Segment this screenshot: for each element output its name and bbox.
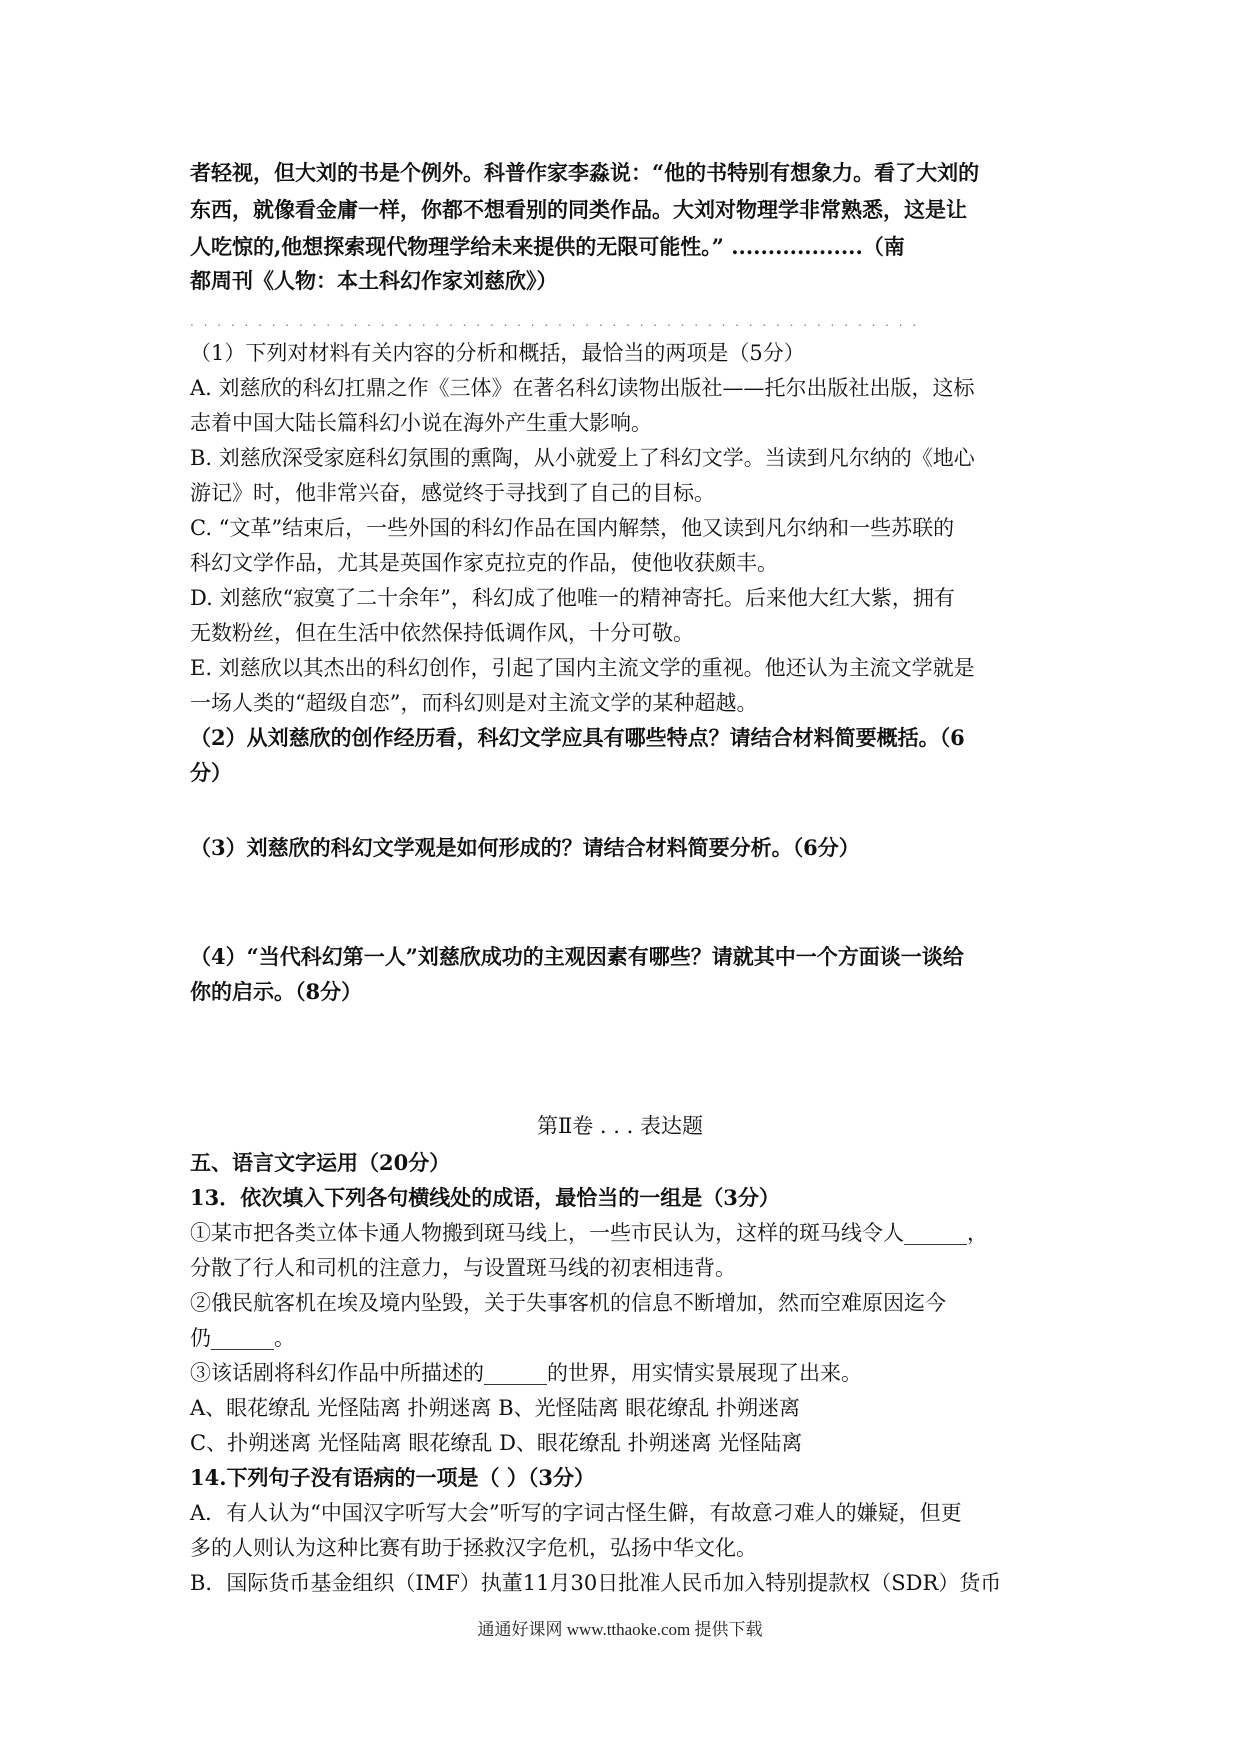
passage-line-3: 人吃惊的,他想探索现代物理学给未来提供的无限可能性。” ..................（南 — [190, 234, 905, 259]
q13-item-2-line1: ②俄民航客机在埃及境内坠毁，关于失事客机的信息不断增加，然而空难原因迄今 — [190, 1291, 946, 1315]
q1-stem: （1）下列对材料有关内容的分析和概括，最恰当的两项是（5分） — [190, 341, 805, 365]
section5-heading: 五、语言文字运用（20分） — [190, 1150, 451, 1175]
q1-option-e-line2: 一场人类的“超级自恋”，而科幻则是对主流文学的某种超越。 — [190, 691, 758, 715]
q2-stem-line1: （2）从刘慈欣的创作经历看，科幻文学应具有哪些特点？请结合材料简要概括。（6 — [190, 725, 965, 750]
q13-item-3: ③该话剧将科幻作品中所描述的______的世界，用实情实景展现了出来。 — [190, 1361, 862, 1385]
q13-item-1-line2: 分散了行人和司机的注意力，与设置斑马线的初衷相违背。 — [190, 1256, 736, 1280]
q1-option-d-line1: D. 刘慈欣“寂寞了二十余年”，科幻成了他唯一的精神寄托。后来他大红大紫，拥有 — [190, 586, 955, 610]
q3-stem: （3）刘慈欣的科幻文学观是如何形成的？请结合材料简要分析。（6分） — [190, 835, 860, 860]
passage-line-1: 者轻视，但大刘的书是个例外。科普作家李淼说：“他的书特别有想象力。看了大刘的 — [190, 160, 980, 185]
q2-stem-line2: 分） — [190, 760, 232, 785]
footer-watermark: 通通好课网 www.tthaoke.com 提供下载 — [477, 1620, 763, 1639]
q13-item-1-line1: ①某市把各类立体卡通人物搬到斑马线上，一些市民认为，这样的斑马线令人______， — [190, 1221, 988, 1245]
separator-dots: . . . . . . . . . . . . . . . . . . . . . . . . . . . . . . . . . . . . . . . . . . . . . . . . . . . . . . — [190, 315, 920, 329]
passage-line-2: 东西，就像看金庸一样，你都不想看别的同类作品。大刘对物理学非常熟悉，这是让 — [190, 197, 967, 222]
q14-option-a-line1: A．有人认为“中国汉字听写大会”听写的字词古怪生僻，有故意刁难人的嫌疑，但更 — [190, 1501, 962, 1525]
q13-stem: 13．依次填入下列各句横线处的成语，最恰当的一组是（3分） — [190, 1185, 780, 1210]
q14-option-a-line2: 多的人则认为这种比赛有助于拯救汉字危机，弘扬中华文化。 — [190, 1536, 757, 1560]
passage-source: 都周刊《人物：本土科幻作家刘慈欣》） — [190, 268, 558, 293]
q1-option-c-line2: 科幻文学作品，尤其是英国作家克拉克的作品，使他收获颇丰。 — [190, 551, 778, 575]
q1-option-b-line1: B. 刘慈欣深受家庭科幻氛围的熏陶，从小就爱上了科幻文学。当读到凡尔纳的《地心 — [190, 446, 975, 470]
section-title: 第Ⅱ卷 . . . 表达题 — [536, 1114, 703, 1138]
q1-option-a-line2: 志着中国大陆长篇科幻小说在海外产生重大影响。 — [190, 411, 652, 435]
q13-item-2-line2: 仍______。 — [190, 1326, 295, 1350]
q1-option-e-line1: E. 刘慈欣以其杰出的科幻创作，引起了国内主流文学的重视。他还认为主流文学就是 — [190, 656, 975, 680]
q1-option-b-line2: 游记》时，他非常兴奋，感觉终于寻找到了自己的目标。 — [190, 481, 715, 505]
q1-option-a-line1: A. 刘慈欣的科幻扛鼎之作《三体》在著名科幻读物出版社——托尔出版社出版，这标 — [190, 376, 975, 400]
q1-option-d-line2: 无数粉丝，但在生活中依然保持低调作风，十分可敬。 — [190, 621, 694, 645]
q4-stem-line2: 你的启示。（8分） — [190, 979, 363, 1004]
q14-option-b-line1: B．国际货币基金组织（IMF）执董11月30日批准人民币加入特别提款权（SDR）货币 — [190, 1571, 1002, 1595]
q1-option-c-line1: C. “文革”结束后，一些外国的科幻作品在国内解禁，他又读到凡尔纳和一些苏联的 — [190, 516, 955, 540]
q14-stem: 14.下列句子没有语病的一项是（ ）（3分） — [190, 1465, 595, 1490]
q13-choices-ab: A、眼花缭乱 光怪陆离 扑朔迷离 B、光怪陆离 眼花缭乱 扑朔迷离 — [190, 1396, 800, 1420]
q4-stem-line1: （4）“当代科幻第一人”刘慈欣成功的主观因素有哪些？请就其中一个方面谈一谈给 — [190, 944, 964, 969]
q13-choices-cd: C、扑朔迷离 光怪陆离 眼花缭乱 D、眼花缭乱 扑朔迷离 光怪陆离 — [190, 1431, 803, 1455]
